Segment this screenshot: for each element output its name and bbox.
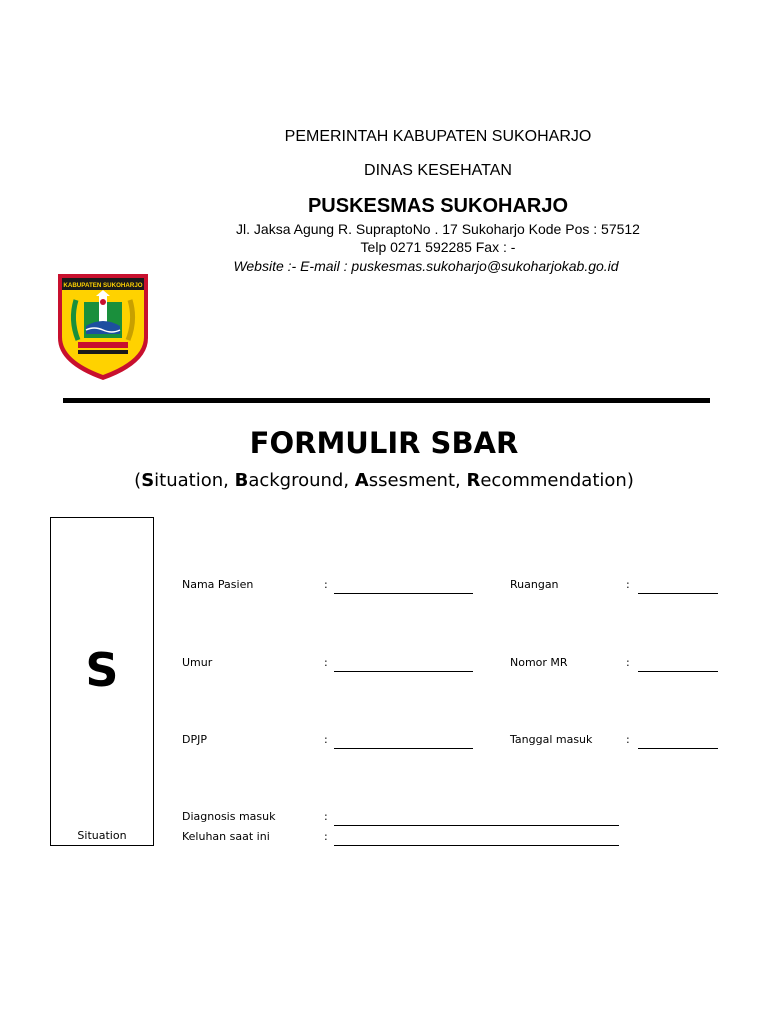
- nomor-mr-field[interactable]: [638, 671, 718, 672]
- address-line: Jl. Jaksa Agung R. SupraptoNo . 17 Sukoharjo Kode Pos : 57512: [236, 221, 640, 237]
- tanggal-masuk-field[interactable]: [638, 748, 718, 749]
- form-subtitle: (Situation, Background, Assesment, Recommendation): [134, 470, 634, 491]
- colon: :: [626, 656, 630, 669]
- government-heading: PEMERINTAH KABUPATEN SUKOHARJO: [284, 128, 592, 145]
- department-heading: DINAS KESEHATAN: [364, 162, 512, 179]
- colon: :: [626, 733, 630, 746]
- nama-pasien-field[interactable]: [334, 593, 473, 594]
- section-name: Situation: [77, 829, 127, 842]
- colon: :: [324, 733, 328, 746]
- keluhan-label: Keluhan saat ini: [182, 830, 270, 843]
- colon: :: [324, 656, 328, 669]
- phone-line: Telp 0271 592285 Fax : -: [360, 239, 516, 255]
- colon: :: [324, 830, 328, 843]
- web-email-line: Website :- E-mail : puskesmas.sukoharjo@sukoharjokab.go.id: [233, 258, 619, 274]
- colon: :: [324, 810, 328, 823]
- form-title: FORMULIR SBAR: [249, 426, 519, 460]
- section-letter: S: [85, 643, 119, 697]
- svg-text:KABUPATEN SUKOHARJO: KABUPATEN SUKOHARJO: [63, 282, 143, 289]
- tanggal-masuk-label: Tanggal masuk: [510, 733, 593, 746]
- ruangan-label: Ruangan: [510, 578, 559, 591]
- umur-field[interactable]: [334, 671, 473, 672]
- dpjp-label: DPJP: [182, 733, 207, 746]
- institution-heading: PUSKESMAS SUKOHARJO: [307, 195, 569, 217]
- dpjp-field[interactable]: [334, 748, 473, 749]
- keluhan-field[interactable]: [334, 845, 619, 846]
- diagnosis-masuk-field[interactable]: [334, 825, 619, 826]
- nomor-mr-label: Nomor MR: [510, 656, 568, 669]
- colon: :: [324, 578, 328, 591]
- kabupaten-sukoharjo-emblem: [56, 272, 150, 382]
- diagnosis-masuk-label: Diagnosis masuk: [182, 810, 276, 823]
- colon: :: [626, 578, 630, 591]
- umur-label: Umur: [182, 656, 213, 669]
- header-divider: [63, 398, 710, 403]
- nama-pasien-label: Nama Pasien: [182, 578, 254, 591]
- ruangan-field[interactable]: [638, 593, 718, 594]
